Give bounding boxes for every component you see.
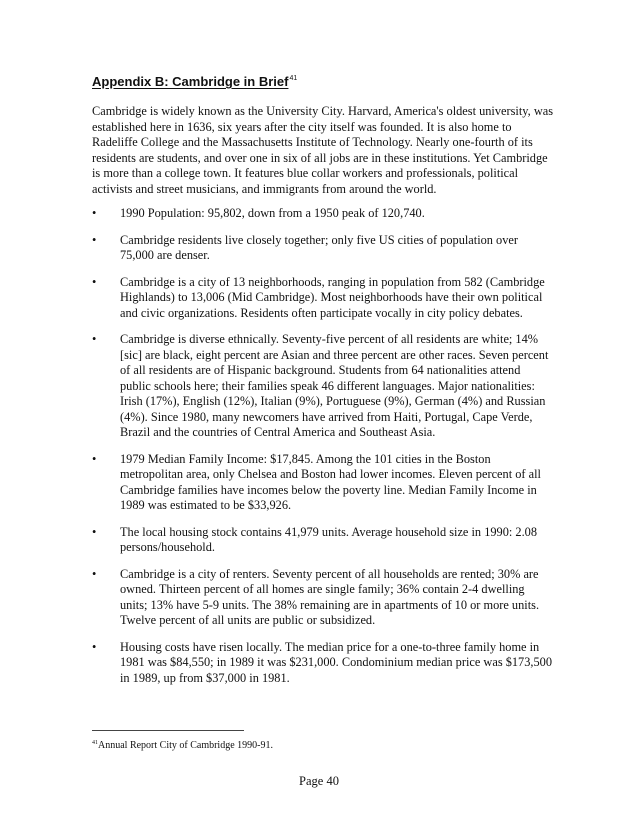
fact-list [92,206,552,697]
fact-text: Cambridge residents live closely together; only five US cities of population over 75,000 are denser. [120,232,518,262]
fact-item [92,233,552,264]
fact-item [92,525,552,556]
bullet-icon: • [92,566,97,581]
fact-item [92,567,552,629]
page-number: Page 40 [299,774,339,788]
fact-text: Cambridge is diverse ethnically. Seventy-five percent of all residents are white; 14% [sic] are black, eight percent are Asian and three percent are other races. Seven percent of all residents are of Hispanic background. Students from 64 nationalities attend public schools here; their families speak 46 different languages. Major nationalities: Irish (17%), English (12%), Italian (9%), Portuguese (9%), German (4%) and Russian (4%). Since 1980, many newcomers have arrived from Haiti, Portugal, Cape Verde, Brazil and the countries of Central America and Southeast Asia. [120,332,549,439]
fact-item [92,452,552,514]
footnote [92,737,273,752]
fact-text: Housing costs have risen locally. The median price for a one-to-three family home in 1981 was $84,550; in 1989 it was $231,000. Condominium median price was $173,500 in 1989, up from $37,000 in 1981. [120,639,552,685]
heading-footnote-marker: 41 [289,75,298,82]
fact-text: 1979 Median Family Income: $17,845. Among the 101 cities in the Boston metropolitan area, only Chelsea and Boston had lower incomes. Eleven percent of all Cambridge families have incomes below the poverty line. Median Family Income in 1989 was estimated to be $33,926. [120,451,541,512]
fact-text: Cambridge is a city of renters. Seventy percent of all households are rented; 30% are owned. Thirteen percent of all homes are single family; 36% contain 2-4 dwelling units; 13% have 5-9 units. The 38% remaining are in apartments of 10 or more units. Twelve percent of all units are public or subsidized. [120,566,540,627]
fact-item [92,332,552,441]
bullet-icon: • [92,332,97,346]
fact-text: 1990 Population: 95,802, down from a 1950 peak of 120,740. [120,206,425,220]
fact-item [92,206,552,222]
fact-item [92,640,552,687]
fact-text: The local housing stock contains 41,979 units. Average household size in 1990: 2.08 persons/household. [120,524,537,554]
bullet-icon: • [92,274,97,289]
fact-item [92,275,552,322]
footnote-text: Annual Report City of Cambridge 1990-91. [98,740,273,751]
footnote-marker: 41 [92,740,98,746]
intro-paragraph: Cambridge is widely known as the University City. Harvard, America's oldest university, was established here in 1636, six years after the city itself was founded. It is also home to Radeliffe College and the Massachusetts Institute of Technology. Nearly one-fourth of its residents are students, and over one in six of all jobs are in these institutions. Yet Cambridge is more than a college town. It features blue collar workers and professionals, political activists and street musicians, and immigrants from around the world. [92,104,554,196]
bullet-icon: • [92,206,97,220]
footnote-divider [92,730,244,731]
fact-text: Cambridge is a city of 13 neighborhoods, ranging in population from 582 (Cambridge Highlands) to 13,006 (Mid Cambridge). Most neighborhoods have their own political and civic organizations. Residents often participate vocally in city policy debates. [120,274,545,320]
bullet-icon: • [92,639,97,654]
heading-text: Appendix B: Cambridge in Brief [92,74,289,89]
bullet-icon: • [92,451,97,466]
bullet-icon: • [92,232,97,247]
bullet-icon: • [92,524,97,539]
appendix-heading [92,74,297,89]
